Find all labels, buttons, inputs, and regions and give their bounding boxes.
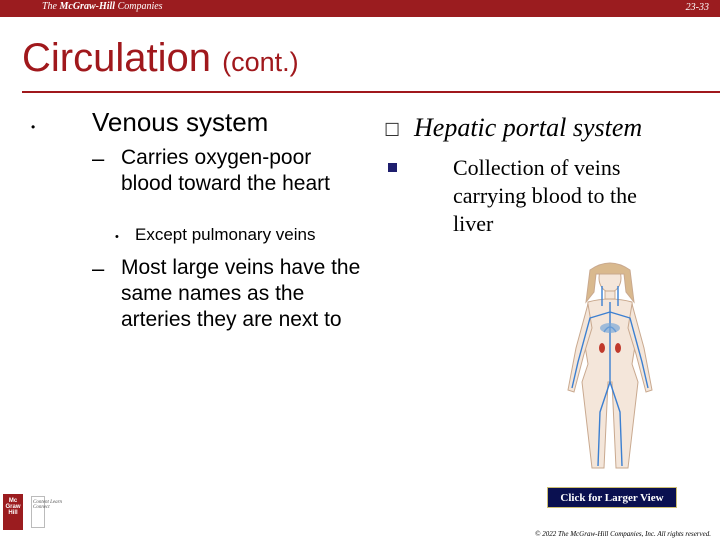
venous-subpoint: Except pulmonary veins — [135, 225, 316, 244]
bullet-icon: • — [31, 120, 36, 134]
title-divider — [22, 91, 720, 93]
hepatic-portal-point: Collection of veins carrying blood to the liver — [453, 155, 637, 236]
sub-bullet-icon: • — [115, 231, 119, 243]
logo-caption: Content Learn Connect — [33, 500, 63, 510]
venous-point-2: Most large veins have the same names as the arteries they are next to — [121, 256, 361, 331]
mcgraw-hill-logo — [3, 494, 63, 530]
brand-logo: The McGraw-Hill Companies — [42, 1, 163, 12]
larger-view-button[interactable]: Click for Larger View — [547, 487, 677, 508]
dash-marker: – — [92, 146, 105, 171]
logo-box: Mc Graw Hill — [3, 494, 23, 530]
square-bullet-icon — [388, 163, 397, 172]
hepatic-portal-heading: Hepatic portal system — [414, 113, 643, 142]
dash-marker: – — [92, 256, 105, 281]
header-bar — [0, 0, 720, 17]
checkbox-bullet-icon: ☐ — [384, 120, 401, 140]
venous-system-figure — [540, 262, 680, 482]
copyright-text: © 2022 The McGraw-Hill Companies, Inc. All rights reserved. — [535, 530, 711, 538]
slide-title: Circulation (cont.) — [22, 36, 299, 80]
venous-point-1: Carries oxygen-poor blood toward the heart — [121, 146, 330, 195]
venous-system-heading: Venous system — [92, 107, 269, 137]
slide-number: 23-33 — [685, 2, 709, 13]
